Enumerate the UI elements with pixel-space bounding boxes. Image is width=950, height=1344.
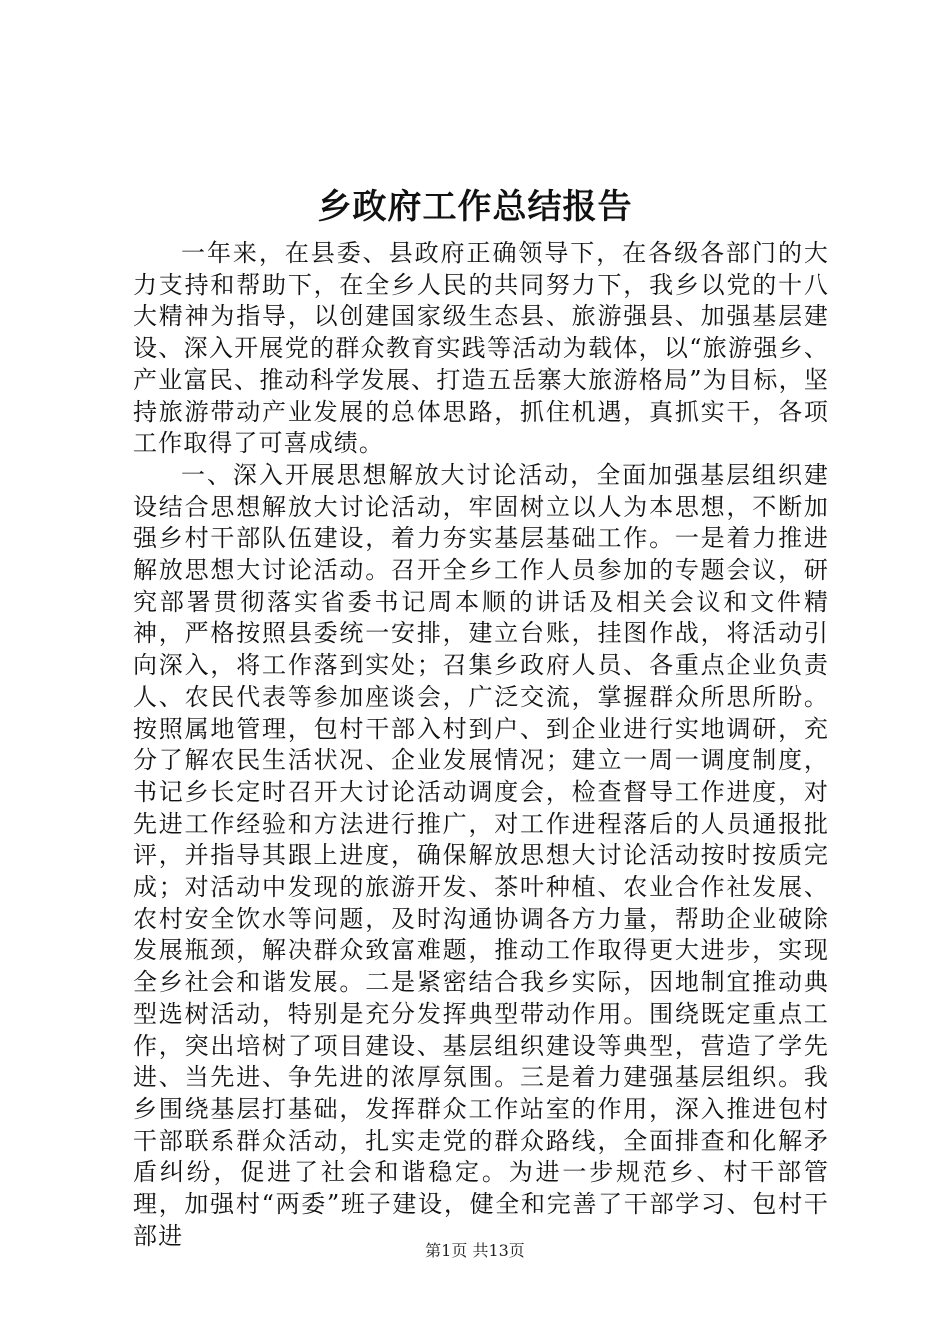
paragraph-section-one: 一、深入开展思想解放大讨论活动，全面加强基层组织建设结合思想解放大讨论活动，牢固树立以人为本思想，不断加强乡村干部队伍建设，着力夯实基层基础工作。一是着力推进解放思想大讨论活动。召开全乡工作人员参加的专题会议，研究部署贯彻落实省委书记周本顺的讲话及相关会议和文件精神，严格按照县委统一安排，建立台账，挂图作战，将活动引向深入，将工作落到实处；召集乡政府人员、各重点企业负责人、农民代表等参加座谈会，广泛交流，掌握群众所思所盼。按照属地管理，包村干部入村到户、到企业进行实地调研，充分了解农民生活状况、企业发展情况；建立一周一调度制度，书记乡长定时召开大讨论活动调度会，检查督导工作进度，对先进工作经验和方法进行推广，对工作进程落后的人员通报批评，并指导其跟上进度，确保解放思想大讨论活动按时按质完成；对活动中发现的旅游开发、茶叶种植、农业合作社发展、农村安全饮水等问题，及时沟通协调各方力量，帮助企业破除发展瓶颈，解决群众致富难题，推动工作取得更大进步，实现全乡社会和谐发展。二是紧密结合我乡实际，因地制宜推动典型选树活动，特别是充分发挥典型带动作用。围绕既定重点工作，突出培树了项目建设、基层组织建设等典型，营造了学先进、当先进、争先进的浓厚氛围。三是着力建强基层组织。我乡围绕基层打基础，发挥群众工作站室的作用，深入推进包村干部联系群众活动，扎实走党的群众路线，全面排查和化解矛盾纠纷，促进了社会和谐稳定。为进一步规范乡、村干部管理，加强村“两委”班子建设，健全和完善了干部学习、包村干部进: [133, 460, 829, 1250]
page-number-footer: 第1页 共13页: [425, 1241, 525, 1260]
document-title: 乡政府工作总结报告: [317, 187, 633, 227]
paragraph-intro: 一年来，在县委、县政府正确领导下，在各级各部门的大力支持和帮助下，在全乡人民的共同努力下，我乡以党的十八大精神为指导，以创建国家级生态县、旅游强县、加强基层建设、深入开展党的群众教育实践等活动为载体，以“旅游强乡、产业富民、推动科学发展、打造五岳寨大旅游格局”为目标，坚持旅游带动产业发展的总体思路，抓住机遇，真抓实干，各项工作取得了可喜成绩。: [133, 239, 829, 458]
document-body: [133, 238, 829, 1253]
